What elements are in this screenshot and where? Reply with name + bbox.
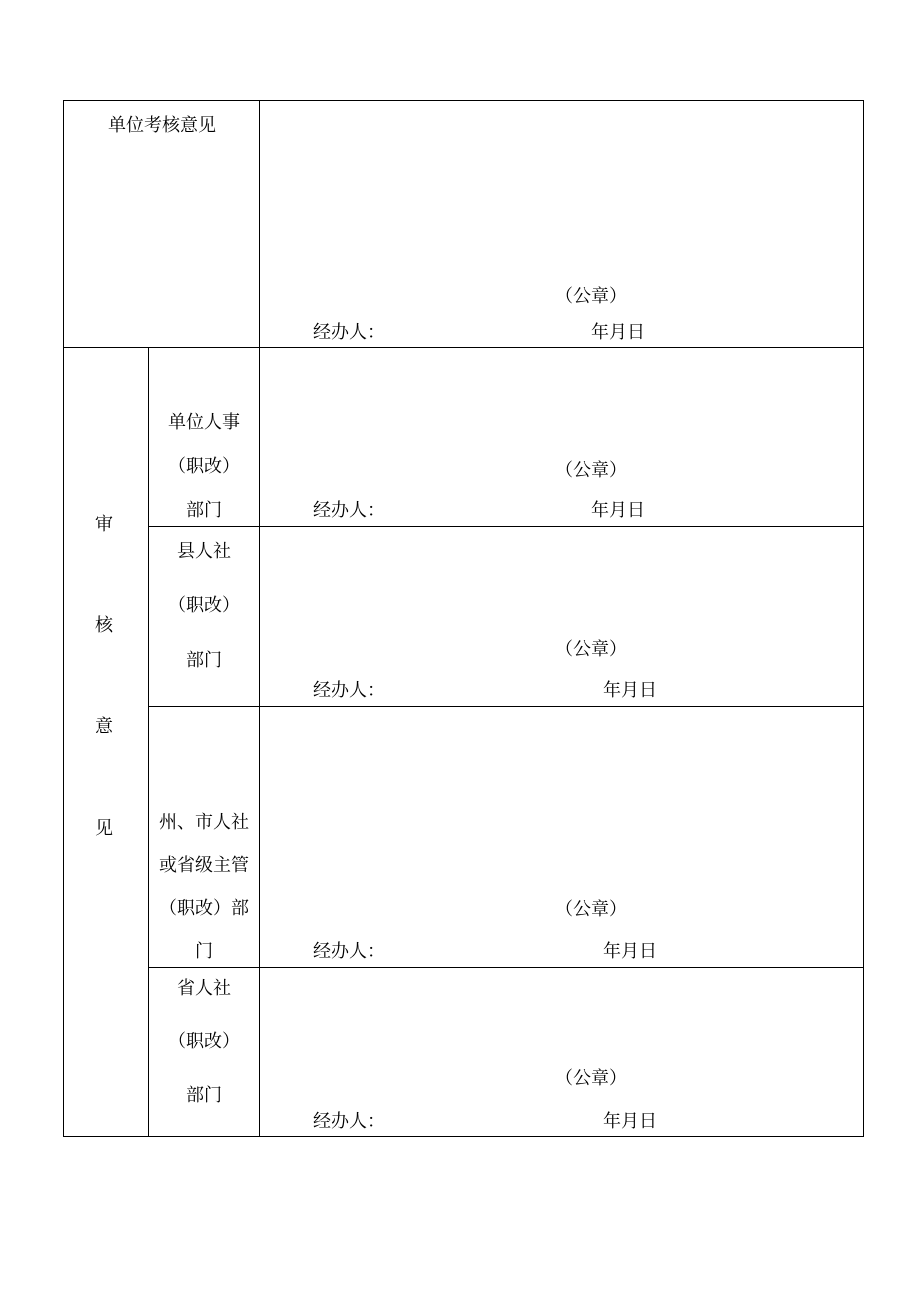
seal-label: （公章） xyxy=(555,1068,627,1089)
section-label-line: 县人社 xyxy=(177,541,231,562)
section-label-line: （职改） xyxy=(168,1031,240,1052)
date-label: 年月日 xyxy=(603,680,657,701)
table-border-left xyxy=(63,100,64,1137)
section-label-line: 部门 xyxy=(186,650,222,671)
row-divider xyxy=(148,526,864,527)
date-label: 年月日 xyxy=(603,941,657,962)
date-label: 年月日 xyxy=(603,1111,657,1132)
column-divider xyxy=(148,347,149,1137)
column-divider xyxy=(259,100,260,1137)
seal-label: （公章） xyxy=(555,286,627,307)
section-label-line: 部门 xyxy=(186,500,222,521)
row-divider xyxy=(148,967,864,968)
row-divider xyxy=(63,347,864,348)
section-label-line: 省人社 xyxy=(177,978,231,999)
unit-opinion-label: 单位考核意见 xyxy=(108,115,216,136)
handler-label: 经办人： xyxy=(313,500,385,521)
section-label-line: （职改） xyxy=(168,595,240,616)
seal-label: （公章） xyxy=(555,460,627,481)
review-label-char: 见 xyxy=(95,818,113,839)
date-label: 年月日 xyxy=(591,322,645,343)
seal-label: （公章） xyxy=(555,899,627,920)
handler-label: 经办人： xyxy=(313,680,385,701)
handler-label: 经办人： xyxy=(313,322,385,343)
seal-label: （公章） xyxy=(555,639,627,660)
row-divider xyxy=(148,706,864,707)
section-label-line: 部门 xyxy=(186,1085,222,1106)
table-border-right xyxy=(863,100,864,1137)
table-border-bottom xyxy=(63,1136,864,1137)
section-label-line: （职改） xyxy=(168,456,240,477)
section-label-line: 门 xyxy=(195,941,213,962)
review-label-char: 意 xyxy=(95,716,113,737)
section-label-line: 单位人事 xyxy=(168,412,240,433)
date-label: 年月日 xyxy=(591,500,645,521)
section-label-line: （职改）部 xyxy=(159,898,249,919)
section-label-line: 州、市人社 xyxy=(159,812,249,833)
section-label-line: 或省级主管 xyxy=(159,855,249,876)
handler-label: 经办人： xyxy=(313,941,385,962)
review-label-char: 审 xyxy=(95,514,113,535)
review-label-char: 核 xyxy=(95,615,113,636)
table-border-top xyxy=(63,100,864,101)
handler-label: 经办人： xyxy=(313,1111,385,1132)
